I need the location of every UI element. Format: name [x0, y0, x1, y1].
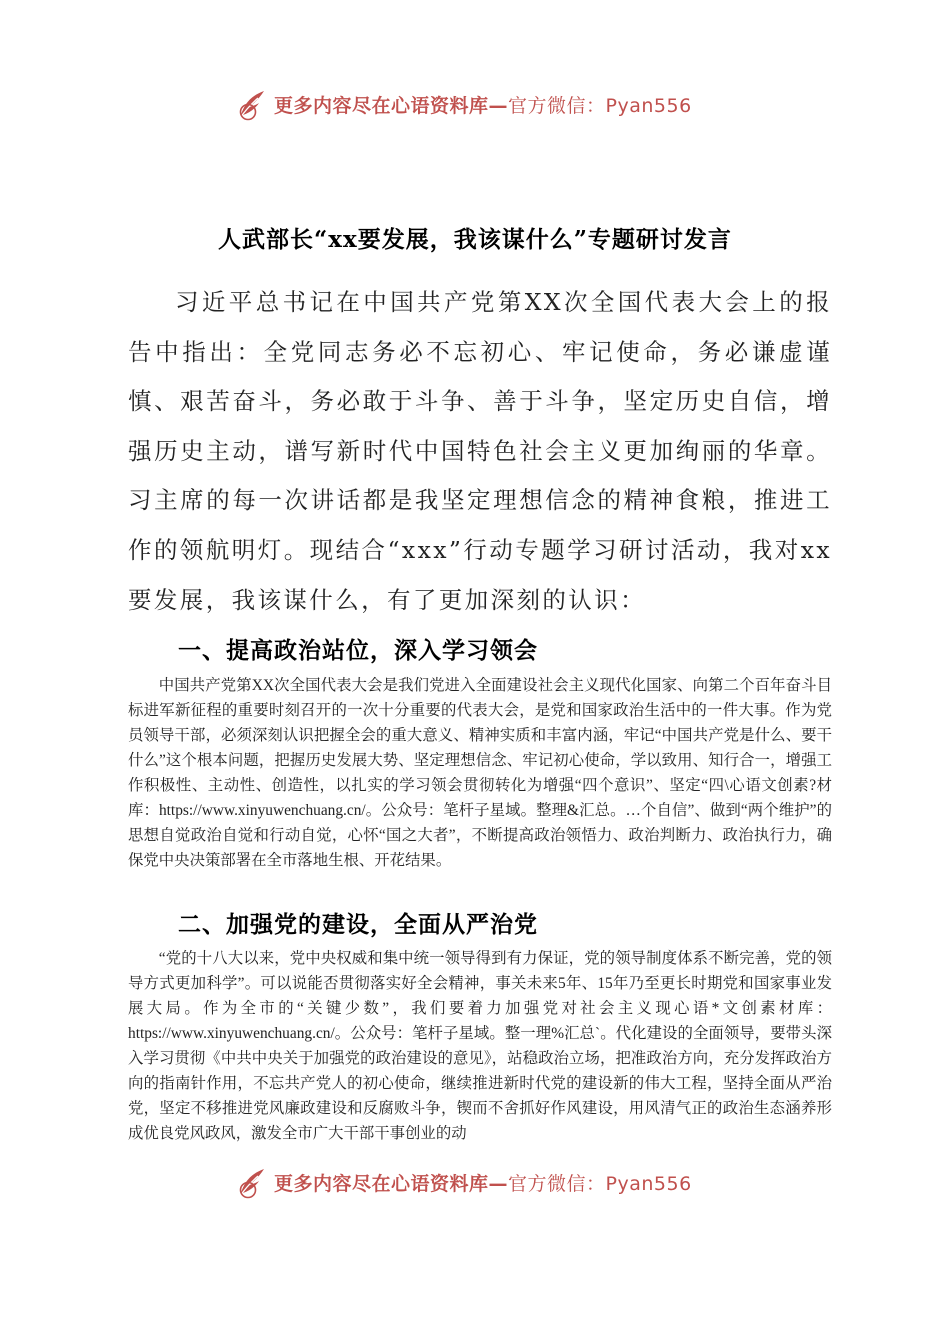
watermark-separator: — — [488, 1172, 509, 1195]
watermark-wechat-label: 官方微信： — [508, 1172, 606, 1195]
watermark-separator: — — [488, 94, 509, 117]
watermark-banner-bottom — [236, 1162, 736, 1202]
watermark-wechat-id: Pyan556 — [605, 94, 692, 117]
section-heading-2: 二、加强党的建设，全面从严治党 — [178, 912, 538, 938]
quill-logo-icon — [236, 1165, 270, 1199]
intro-paragraph: 习近平总书记在中国共产党第XX次全国代表大会上的报告中指出：全党同志务必不忘初心、牢记使命，务必谦虚谨慎、艰苦奋斗，务必敢于斗争、善于斗争，坚定历史自信，增强历史主动，谱写新时代中国特色社会主义更加绚丽的华章。习主席的每一次讲话都是我坚定理想信念的精神食粮，推进工作的领航明灯。现结合“xxx”行动专题学习研讨活动，我对xx要发展，我该谋什么，有了更加深刻的认识： — [128, 288, 832, 614]
watermark-text — [274, 1169, 692, 1196]
watermark-text — [274, 91, 692, 118]
watermark-wechat-label: 官方微信： — [508, 94, 606, 117]
watermark-wechat-id: Pyan556 — [605, 1172, 692, 1195]
watermark-brand: 更多内容尽在心语资料库 — [274, 1172, 489, 1195]
quill-logo-icon — [236, 87, 270, 121]
document-title: 人武部长“xx要发展，我该谋什么”专题研讨发言 — [218, 226, 732, 254]
watermark-brand: 更多内容尽在心语资料库 — [274, 94, 489, 117]
watermark-banner-top — [236, 84, 736, 124]
section-heading-1: 一、提高政治站位，深入学习领会 — [178, 638, 538, 664]
section-body-2: “党的十八大以来，党中央权威和集中统一领导得到有力保证，党的领导制度体系不断完善，党的领导方式更加科学”。可以说能否贯彻落实好全会精神，事关未来5年、15年乃至更长时期党和国家事业发展大局。作为全市的“关键少数”，我们要着力加强党对社会主义现心语*文创素材库：https://www.xinyuwenchuang.cn/。公众号：笔杆子星域。整一理%汇总`。代化建设的全面领导，要带头深入学习贯彻《中共中央关于加强党的政治建设的意见》，站稳政治立场，把准政治方向，充分发挥政治方向的指南针作用，不忘共产党人的初心使命，继续推进新时代党的建设新的伟大工程，坚持全面从严治党，坚定不移推进党风廉政建设和反腐败斗争，锲而不舍抓好作风建设，用风清气正的政治生态涵养形成优良党风政风，激发全市广大干部干事创业的动 — [128, 950, 832, 1142]
section-body-1: 中国共产党第XX次全国代表大会是我们党进入全面建设社会主义现代化国家、向第二个百年奋斗目标进军新征程的重要时刻召开的一次十分重要的代表大会，是党和国家政治生活中的一件大事。作为党员领导干部，必须深刻认识把握全会的重大意义、精神实质和丰富内涵，牢记“中国共产党是什么、要干什么”这个根本问题，把握历史发展大势、坚定理想信念、牢记初心使命，学以致用、知行合一，增强工作积极性、主动性、创造性，以扎实的学习领会贯彻转化为增强“四个意识”、坚定“四\心语文创素?材库：https://www.xinyuwenchuang.cn/。公众号：笔杆子星域。整理&汇总。…个自信”、做到“两个维护”的思想自觉政治自觉和行动自觉，心怀“国之大者”，不断提高政治领悟力、政治判断力、政治执行力，确保党中央决策部署在全市落地生根、开花结果。 — [128, 677, 832, 869]
